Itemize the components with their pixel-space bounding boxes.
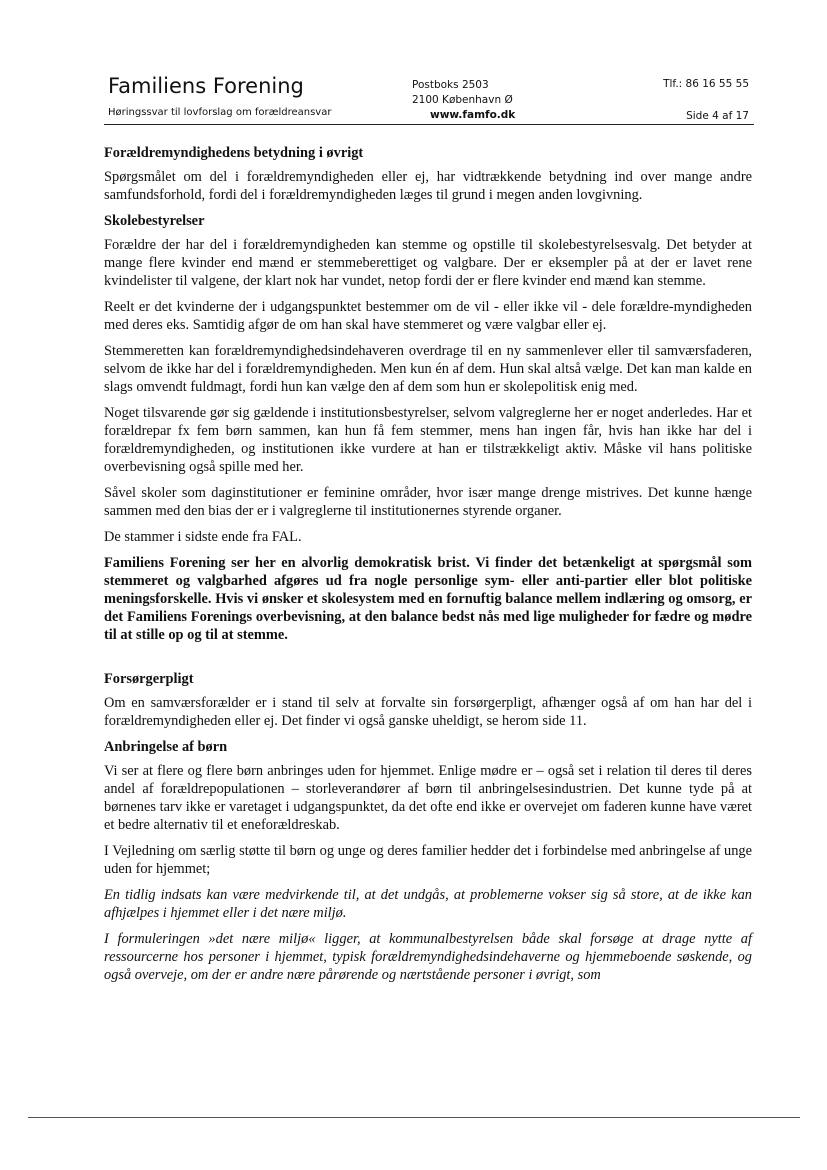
paragraph: Om en samværsforælder er i stand til selv at forvalte sin forsørgerpligt, afhænger også af om han har del i forældremyndigheden eller ej. Det finder vi også ganske uheldigt, se herom side 11. — [104, 695, 752, 729]
page-number: Side 4 af 17 — [686, 110, 749, 122]
address-line-1: Postboks 2503 — [412, 79, 489, 91]
paragraph: Spørgsmålet om del i forældremyndigheden eller ej, har vidtrækkende betydning ind over mange andre samfundsforhold, fordi del i forældremyndigheden læges til grund i megen anden lovgivning. — [104, 169, 752, 203]
heading-child-placement: Anbringelse af børn — [104, 739, 228, 755]
org-name: Familiens Forening — [108, 74, 304, 98]
document-subtitle: Høringssvar til lovforslag om forældreansvar — [108, 107, 332, 118]
heading-school-boards: Skolebestyrelser — [104, 213, 205, 229]
phone-number: Tlf.: 86 16 55 55 — [663, 78, 749, 90]
paragraph: Forældre der har del i forældremyndigheden kan stemme og opstille til skolebestyrelsesvalg. Det betyder at mange flere kvinder end mænd er stemmeberettiget og valgbare. Der er eksempler på at der er lavet rene kvindelister til valgene, der klart nok har vundet, netop fordi der er flere kvinder end mænd kan stemme. — [104, 237, 752, 289]
paragraph: Stemmeretten kan forældremyndighedsindehaveren overdrage til en ny sammenlever eller til samværsfaderen, selvom de ikke har del i forældremyndigheden. Men kun én af dem. Hun skal altså vælge. Det kan man kalde en slags omvendt fuldmagt, fordi hun kan vælge den af dem som hun er skolepolitisk enig med. — [104, 343, 752, 395]
paragraph: Vi ser at flere og flere børn anbringes uden for hjemmet. Enlige mødre er – også set i relation til deres til deres andel af forældrepopulationen – storleverandører af børn til anbringelsesindustrien. Det kunne tyde på at børnenes tarv ikke er varetaget i udgangspunktet, da det ofte end ikke er overvejet om faderen kunne have været et bedre alternativ til et eneforældreskab. — [104, 763, 752, 833]
italic-quote: I formuleringen »det nære miljø« ligger, at kommunalbestyrelsen både skal forsøge at drage nytte af ressourcerne hos personer i hjemmet, typisk forældremyndighedsindehaverne og hjemmeboende søskende, og også overveje, om der er andre nære pårørende og nærtstående personer i øvrigt, som — [104, 931, 752, 983]
website-link[interactable]: www.famfo.dk — [430, 109, 516, 121]
paragraph: Reelt er det kvinderne der i udgangspunktet bestemmer om de vil - eller ikke vil - dele forældre-myndigheden med deres eks. Samtidig afgør de om han skal have stemmeret og være valgbar eller ej. — [104, 299, 752, 333]
footer-divider — [28, 1117, 800, 1118]
header-divider — [104, 124, 754, 125]
paragraph: Såvel skoler som daginstitutioner er feminine områder, hvor især mange drenge mistrives. Det kunne hænge sammen med den bias der er i valgreglerne til institutionernes styrende organer. — [104, 485, 752, 519]
paragraph: I Vejledning om særlig støtte til børn og unge og deres familier hedder det i forbindelse med anbringelse af unge uden for hjemmet; — [104, 843, 752, 877]
bold-statement: Familiens Forening ser her en alvorlig demokratisk brist. Vi finder det betænkeligt at spørgsmål som stemmeret og valgbarhed afgøres ud fra nogle personlige sym- eller anti-partier eller blot politiske meningsforskelle. Hvis vi ønsker et skolesystem med en fornuftig balance mellem indlæring og omsorg, er det Familiens Forenings overbevisning, at den balance bedst nås med lige muligheder for fædre og mødre til at stille op og til at stemme. — [104, 555, 752, 643]
heading-parental-authority: Forældremyndighedens betydning i øvrigt — [104, 145, 364, 161]
document-body — [104, 144, 752, 992]
address-block — [412, 78, 515, 123]
heading-maintenance-duty: Forsørgerpligt — [104, 671, 194, 687]
address-line-2: 2100 København Ø — [412, 94, 513, 106]
paragraph: De stammer i sidste ende fra FAL. — [104, 529, 302, 545]
paragraph: Noget tilsvarende gør sig gældende i institutionsbestyrelser, selvom valgreglerne her er noget anderledes. Har et forældrepar fx fem børn sammen, kan hun få fem stemmer, mens han ingen får, hvis han ikke har del i forældremyndigheden, og institutionen ikke vurdere at han er tilstrækkeligt aktiv. Måske vil hans politiske overbevisning også spille med her. — [104, 405, 752, 475]
italic-quote: En tidlig indsats kan være medvirkende til, at det undgås, at problemerne vokser sig så store, at de ikke kan afhjælpes i hjemmet eller i det nære miljø. — [104, 887, 752, 921]
